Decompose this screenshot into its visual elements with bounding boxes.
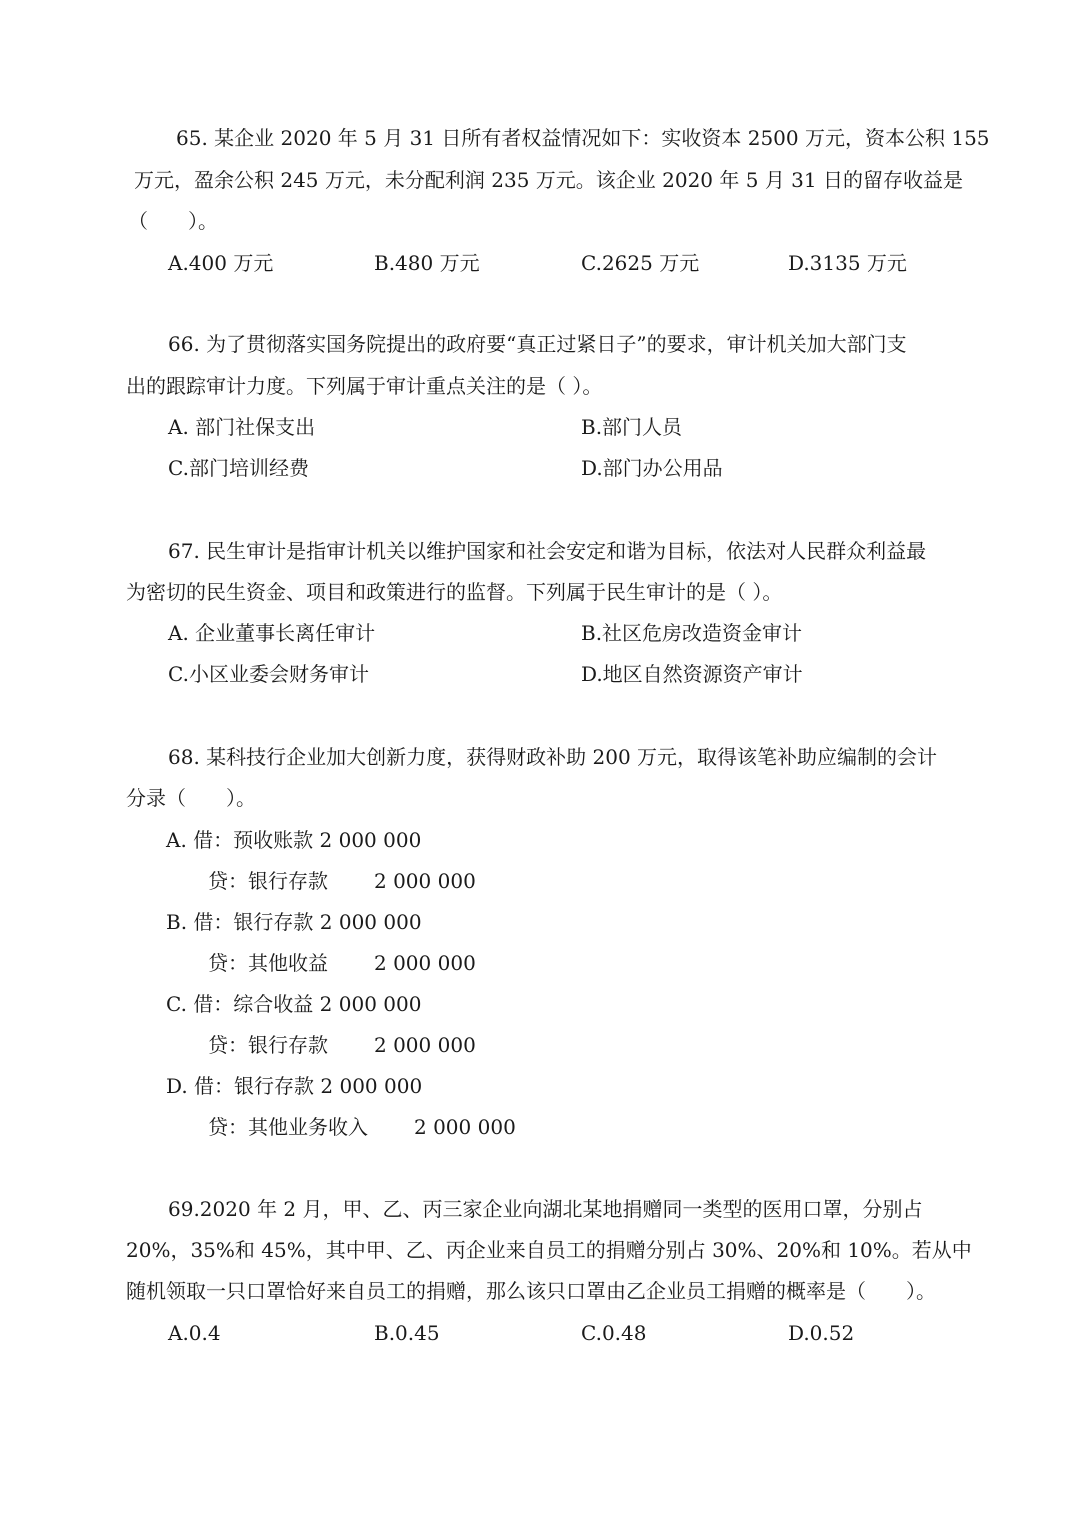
- question-68-line-1: 68. 某科技行企业加大创新力度，获得财政补助 200 万元，取得该笔补助应编制的会计: [168, 745, 938, 769]
- question-68-option-c-debit: C. 借：综合收益 2 000 000: [166, 992, 422, 1016]
- question-68-option-b-credit-label: 贷：其他收益: [208, 951, 328, 975]
- question-68-option-d-debit: D. 借：银行存款 2 000 000: [166, 1074, 423, 1098]
- question-68-option-b-debit: B. 借：银行存款 2 000 000: [166, 910, 422, 934]
- question-65-line-3: （ ）。: [128, 209, 218, 233]
- question-68-option-c-credit-label: 贷：银行存款: [208, 1033, 328, 1057]
- question-69-line-1: 69.2020 年 2 月，甲、乙、丙三家企业向湖北某地捐赠同一类型的医用口罩，分别占: [168, 1197, 923, 1221]
- question-69-line-2: 20%，35%和 45%，其中甲、乙、丙企业来自员工的捐赠分别占 30%、20%和 10%。若从中: [126, 1238, 972, 1262]
- question-67-line-1: 67. 民生审计是指审计机关以维护国家和社会安定和谐为目标，依法对人民群众利益最: [168, 539, 927, 563]
- question-68-line-2: 分录（ ）。: [126, 786, 256, 810]
- question-65-line-2: 万元，盈余公积 245 万元，未分配利润 235 万元。该企业 2020 年 5 月 31 日的留存收益是: [134, 168, 963, 192]
- question-67-option-b: B.社区危房改造资金审计: [581, 621, 803, 645]
- question-65-line-1: 65. 某企业 2020 年 5 月 31 日所有者权益情况如下：实收资本 2500 万元，资本公积 155: [176, 126, 990, 150]
- question-66-option-b: B.部门人员: [581, 415, 683, 439]
- question-68-option-d-credit-label: 贷：其他业务收入: [208, 1115, 368, 1139]
- question-69-option-d: D.0.52: [788, 1321, 855, 1345]
- question-69-option-c: C.0.48: [581, 1321, 647, 1345]
- question-67-option-a: A. 企业董事长离任审计: [168, 621, 376, 645]
- question-67-option-d: D.地区自然资源资产审计: [581, 662, 803, 686]
- question-65-option-a: A.400 万元: [168, 251, 274, 275]
- question-65-option-b: B.480 万元: [374, 251, 480, 275]
- question-69-option-a: A.0.4: [168, 1321, 221, 1345]
- question-69-line-3: 随机领取一只口罩恰好来自员工的捐赠，那么该只口罩由乙企业员工捐赠的概率是（ ）。: [126, 1279, 936, 1303]
- question-68-option-a-credit-label: 贷：银行存款: [208, 869, 328, 893]
- question-66-option-c: C.部门培训经费: [168, 456, 309, 480]
- question-66-option-d: D.部门办公用品: [581, 456, 723, 480]
- question-65-option-d: D.3135 万元: [788, 251, 907, 275]
- question-66-line-2: 出的跟踪审计力度。下列属于审计重点关注的是（ ）。: [126, 374, 603, 398]
- question-68-option-c-credit-amount: 2 000 000: [374, 1033, 476, 1057]
- question-65-option-c: C.2625 万元: [581, 251, 700, 275]
- question-67-option-c: C.小区业委会财务审计: [168, 662, 369, 686]
- question-68-option-a-credit-amount: 2 000 000: [374, 869, 476, 893]
- question-66-line-1: 66. 为了贯彻落实国务院提出的政府要“真正过紧日子”的要求，审计机关加大部门支: [168, 332, 907, 356]
- question-68-option-a-debit: A. 借：预收账款 2 000 000: [166, 828, 422, 852]
- question-66-option-a: A. 部门社保支出: [168, 415, 316, 439]
- question-68-option-b-credit-amount: 2 000 000: [374, 951, 476, 975]
- question-68-option-d-credit-amount: 2 000 000: [414, 1115, 516, 1139]
- question-69-option-b: B.0.45: [374, 1321, 440, 1345]
- question-67-line-2: 为密切的民生资金、项目和政策进行的监督。下列属于民生审计的是（ ）。: [126, 580, 783, 604]
